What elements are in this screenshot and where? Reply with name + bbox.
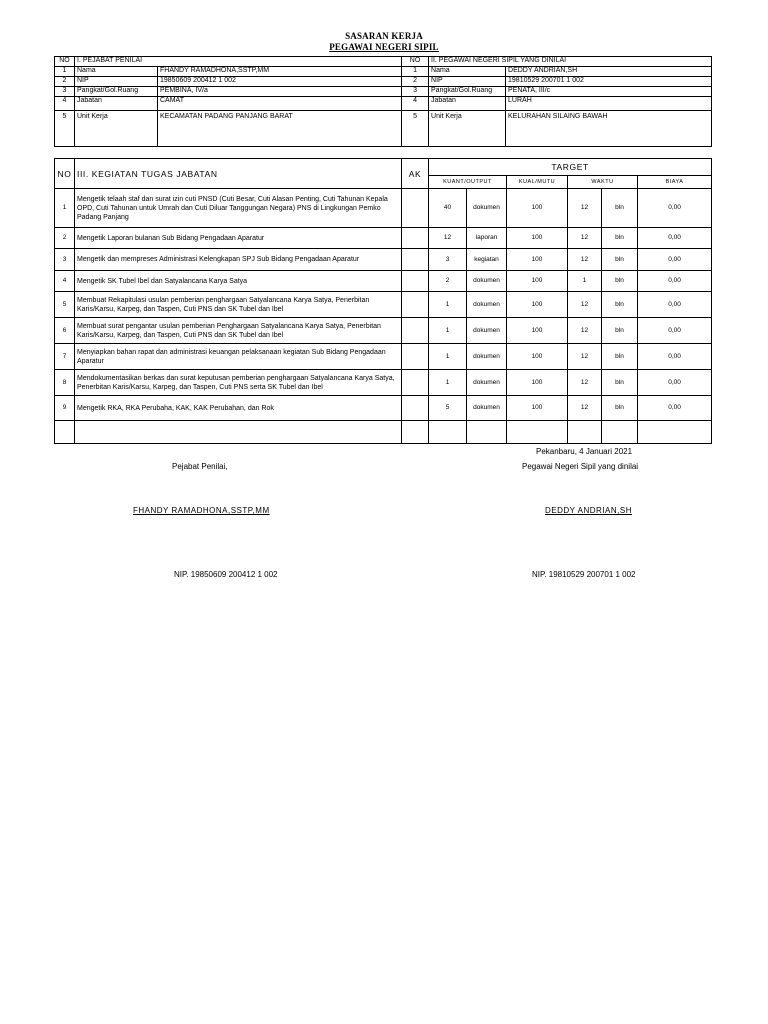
activity-description: Mengetik Laporan bulanan Sub Bidang Pengadaan Aparatur <box>75 228 402 249</box>
activity-quantity: 1 <box>429 370 467 396</box>
header-no-left: NO <box>55 57 75 67</box>
activity-empty-row <box>55 421 712 444</box>
place-date: Pekanbaru, 4 Januari 2021 <box>536 447 633 456</box>
empty-cell <box>568 421 602 444</box>
empty-cell <box>429 421 467 444</box>
activity-time-unit: bln <box>602 249 638 271</box>
row-label: Jabatan <box>75 97 158 111</box>
header-no-right: NO <box>402 57 429 67</box>
row-no: 3 <box>55 87 75 97</box>
activity-description: Mengetik SK Tubel Ibel dan Satyalancana Karya Satya <box>75 271 402 292</box>
activity-cost: 0,00 <box>638 344 712 370</box>
row-label: NIP <box>75 77 158 87</box>
activity-time-unit: bln <box>602 396 638 421</box>
activity-ak <box>402 249 429 271</box>
activity-row <box>55 189 712 228</box>
activity-description: Membuat surat pengantar usulan pemberian Penghargaan Satyalancana Karya Satya, Penerbitan Karis/Karsu, Karpeg, dan Taspen, Cuti PNS dan SK Tubel dan Ibel <box>75 318 402 344</box>
activity-row <box>55 228 712 249</box>
activity-time: 12 <box>568 228 602 249</box>
activity-quality: 100 <box>507 370 568 396</box>
right-role: Pegawai Negeri Sipil yang dinilai <box>522 462 639 471</box>
activity-unit: dokumen <box>467 370 507 396</box>
row-value: KECAMATAN PADANG PANJANG BARAT <box>158 111 402 147</box>
activity-time-unit: bln <box>602 344 638 370</box>
row-value: KELURAHAN SILAING BAWAH <box>506 111 712 147</box>
activity-quantity: 5 <box>429 396 467 421</box>
identity-row <box>55 111 712 147</box>
activity-description: Membuat Rekapitulasi usulan pemberian penghargaan Satyalancana Karya Satya, Penerbitan Karis/Karsu, Karpeg, dan Taspen, Cuti PNS dan SK Tubel dan Ibel <box>75 292 402 318</box>
row-no: 2 <box>402 77 429 87</box>
row-no: 4 <box>55 97 75 111</box>
activity-ak <box>402 189 429 228</box>
row-value: CAMAT <box>158 97 402 111</box>
activity-row <box>55 370 712 396</box>
activity-unit: dokumen <box>467 396 507 421</box>
row-no: 1 <box>402 67 429 77</box>
activity-quality: 100 <box>507 344 568 370</box>
activity-cost: 0,00 <box>638 189 712 228</box>
row-value: PENATA, III/c <box>506 87 712 97</box>
activity-time: 1 <box>568 271 602 292</box>
activity-quality: 100 <box>507 318 568 344</box>
activity-no: 3 <box>55 249 75 271</box>
row-label: Nama <box>75 67 158 77</box>
empty-cell <box>75 421 402 444</box>
activity-time-unit: bln <box>602 271 638 292</box>
activity-ak <box>402 271 429 292</box>
row-no: 5 <box>55 111 75 147</box>
activity-cost: 0,00 <box>638 318 712 344</box>
right-signatory-name: DEDDY ANDRIAN,SH <box>545 506 632 515</box>
activity-cost: 0,00 <box>638 370 712 396</box>
activity-description: Mengetik telaah staf dan surat izin cuti PNSD (Cuti Besar, Cuti Alasan Penting, Cuti Tahunan Kepala OPD, Cuti Tahunan untuk Umrah dan Cuti Diluar Tanggungan Negara) PNS di Lingkungan Pemko Padang Panjang <box>75 189 402 228</box>
activity-description: Mendokumentasikan berkas dan surat keputusan pemberian penghargaan Satyalancana Karya Satya, Penerbitan Karis/Karsu, Karpeg, dan Taspen, Cuti PNS serta SK Tubel dan Ibel <box>75 370 402 396</box>
identity-table <box>54 56 712 147</box>
activity-cost: 0,00 <box>638 271 712 292</box>
empty-cell <box>638 421 712 444</box>
activity-quantity: 2 <box>429 271 467 292</box>
activity-unit: dokumen <box>467 318 507 344</box>
document-title: SASARAN KERJA <box>345 31 423 41</box>
activity-header-title: III. KEGIATAN TUGAS JABATAN <box>75 159 402 189</box>
empty-cell <box>602 421 638 444</box>
activity-row <box>55 396 712 421</box>
subheader-kualitas: KUAL/MUTU <box>507 175 568 188</box>
activity-description: Mengetik dan mempreses Administrasi Kelengkapan SPJ Sub Bidang Pengadaan Aparatur <box>75 249 402 271</box>
activity-cost: 0,00 <box>638 396 712 421</box>
row-value: FHANDY RAMADHONA,SSTP,MM <box>158 67 402 77</box>
row-no: 1 <box>55 67 75 77</box>
activity-row <box>55 318 712 344</box>
activity-ak <box>402 396 429 421</box>
activity-no: 9 <box>55 396 75 421</box>
row-label: NIP <box>429 77 506 87</box>
row-no: 5 <box>402 111 429 147</box>
activity-time: 12 <box>568 189 602 228</box>
header-pegawai-dinilai: II. PEGAWAI NEGERI SIPIL YANG DINILAI <box>429 57 712 67</box>
activity-quality: 100 <box>507 189 568 228</box>
activity-time: 12 <box>568 370 602 396</box>
row-label: Unit Kerja <box>75 111 158 147</box>
activity-quantity: 3 <box>429 249 467 271</box>
activity-row <box>55 344 712 370</box>
activity-unit: kegiatan <box>467 249 507 271</box>
row-label: Pangkat/Gol.Ruang <box>75 87 158 97</box>
empty-cell <box>507 421 568 444</box>
activity-ak <box>402 292 429 318</box>
activity-description: Menyiapkan bahan rapat dan administrasi keuangan pelaksanaan kegiatan Sub Bidang Pengadaan Aparatur <box>75 344 402 370</box>
activity-no: 1 <box>55 189 75 228</box>
empty-cell <box>55 421 75 444</box>
activity-quality: 100 <box>507 292 568 318</box>
activity-header-ak: AK <box>402 159 429 189</box>
row-label: Nama <box>429 67 506 77</box>
activity-row <box>55 292 712 318</box>
activity-time: 12 <box>568 249 602 271</box>
subheader-kuantitas: KUANT/OUTPUT <box>429 175 507 188</box>
activity-quantity: 1 <box>429 344 467 370</box>
activity-ak <box>402 228 429 249</box>
row-label: Jabatan <box>429 97 506 111</box>
row-label: Pangkat/Gol.Ruang <box>429 87 506 97</box>
activity-unit: dokumen <box>467 292 507 318</box>
activity-quality: 100 <box>507 249 568 271</box>
subheader-biaya: BIAYA <box>638 175 712 188</box>
activity-time: 12 <box>568 318 602 344</box>
activity-quality: 100 <box>507 228 568 249</box>
document-subtitle: PEGAWAI NEGERI SIPIL <box>329 42 439 52</box>
activity-ak <box>402 318 429 344</box>
activity-row <box>55 271 712 292</box>
identity-row <box>55 67 712 77</box>
left-signatory-name: FHANDY RAMADHONA,SSTP,MM <box>133 506 270 515</box>
right-signatory-nip: NIP. 19810529 200701 1 002 <box>532 570 636 579</box>
activity-time-unit: bln <box>602 228 638 249</box>
activity-ak <box>402 370 429 396</box>
header-pejabat-penilai: I. PEJABAT PENILAI <box>75 57 402 67</box>
activity-unit: dokumen <box>467 271 507 292</box>
activity-quantity: 40 <box>429 189 467 228</box>
identity-row <box>55 97 712 111</box>
activity-no: 6 <box>55 318 75 344</box>
left-role: Pejabat Penilai, <box>172 462 228 471</box>
activity-header-target: TARGET <box>429 159 712 176</box>
activity-time-unit: bln <box>602 370 638 396</box>
activity-cost: 0,00 <box>638 228 712 249</box>
activity-time-unit: bln <box>602 292 638 318</box>
activity-row <box>55 249 712 271</box>
activity-cost: 0,00 <box>638 249 712 271</box>
empty-cell <box>402 421 429 444</box>
left-signatory-nip: NIP. 19850609 200412 1 002 <box>174 570 278 579</box>
activity-header-row <box>55 159 712 176</box>
activity-quality: 100 <box>507 271 568 292</box>
activity-header-no: NO <box>55 159 75 189</box>
activity-time: 12 <box>568 344 602 370</box>
row-value: LURAH <box>506 97 712 111</box>
identity-header-row <box>55 57 712 67</box>
identity-row <box>55 87 712 97</box>
activity-quantity: 12 <box>429 228 467 249</box>
row-no: 2 <box>55 77 75 87</box>
activity-no: 4 <box>55 271 75 292</box>
row-no: 4 <box>402 97 429 111</box>
empty-cell <box>467 421 507 444</box>
activity-cost: 0,00 <box>638 292 712 318</box>
activity-quality: 100 <box>507 396 568 421</box>
activity-unit: laporan <box>467 228 507 249</box>
activity-time-unit: bln <box>602 189 638 228</box>
activity-ak <box>402 344 429 370</box>
activity-time: 12 <box>568 396 602 421</box>
row-label: Unit Kerja <box>429 111 506 147</box>
activity-time-unit: bln <box>602 318 638 344</box>
activity-no: 8 <box>55 370 75 396</box>
activity-no: 5 <box>55 292 75 318</box>
activity-unit: dokumen <box>467 344 507 370</box>
subheader-waktu: WAKTU <box>568 175 638 188</box>
row-value: 19850609 200412 1 002 <box>158 77 402 87</box>
identity-row <box>55 77 712 87</box>
activity-table <box>54 158 712 444</box>
activity-body <box>55 159 712 444</box>
activity-time: 12 <box>568 292 602 318</box>
activity-quantity: 1 <box>429 318 467 344</box>
activity-unit: dokumen <box>467 189 507 228</box>
row-value: PEMBINA, IV/a <box>158 87 402 97</box>
row-value: 19810529 200701 1 002 <box>506 77 712 87</box>
activity-no: 2 <box>55 228 75 249</box>
row-no: 3 <box>402 87 429 97</box>
activity-description: Mengetik RKA, RKA Perubaha, KAK, KAK Perubahan, dan Rok <box>75 396 402 421</box>
activity-quantity: 1 <box>429 292 467 318</box>
row-value: DEDDY ANDRIAN,SH <box>506 67 712 77</box>
activity-no: 7 <box>55 344 75 370</box>
